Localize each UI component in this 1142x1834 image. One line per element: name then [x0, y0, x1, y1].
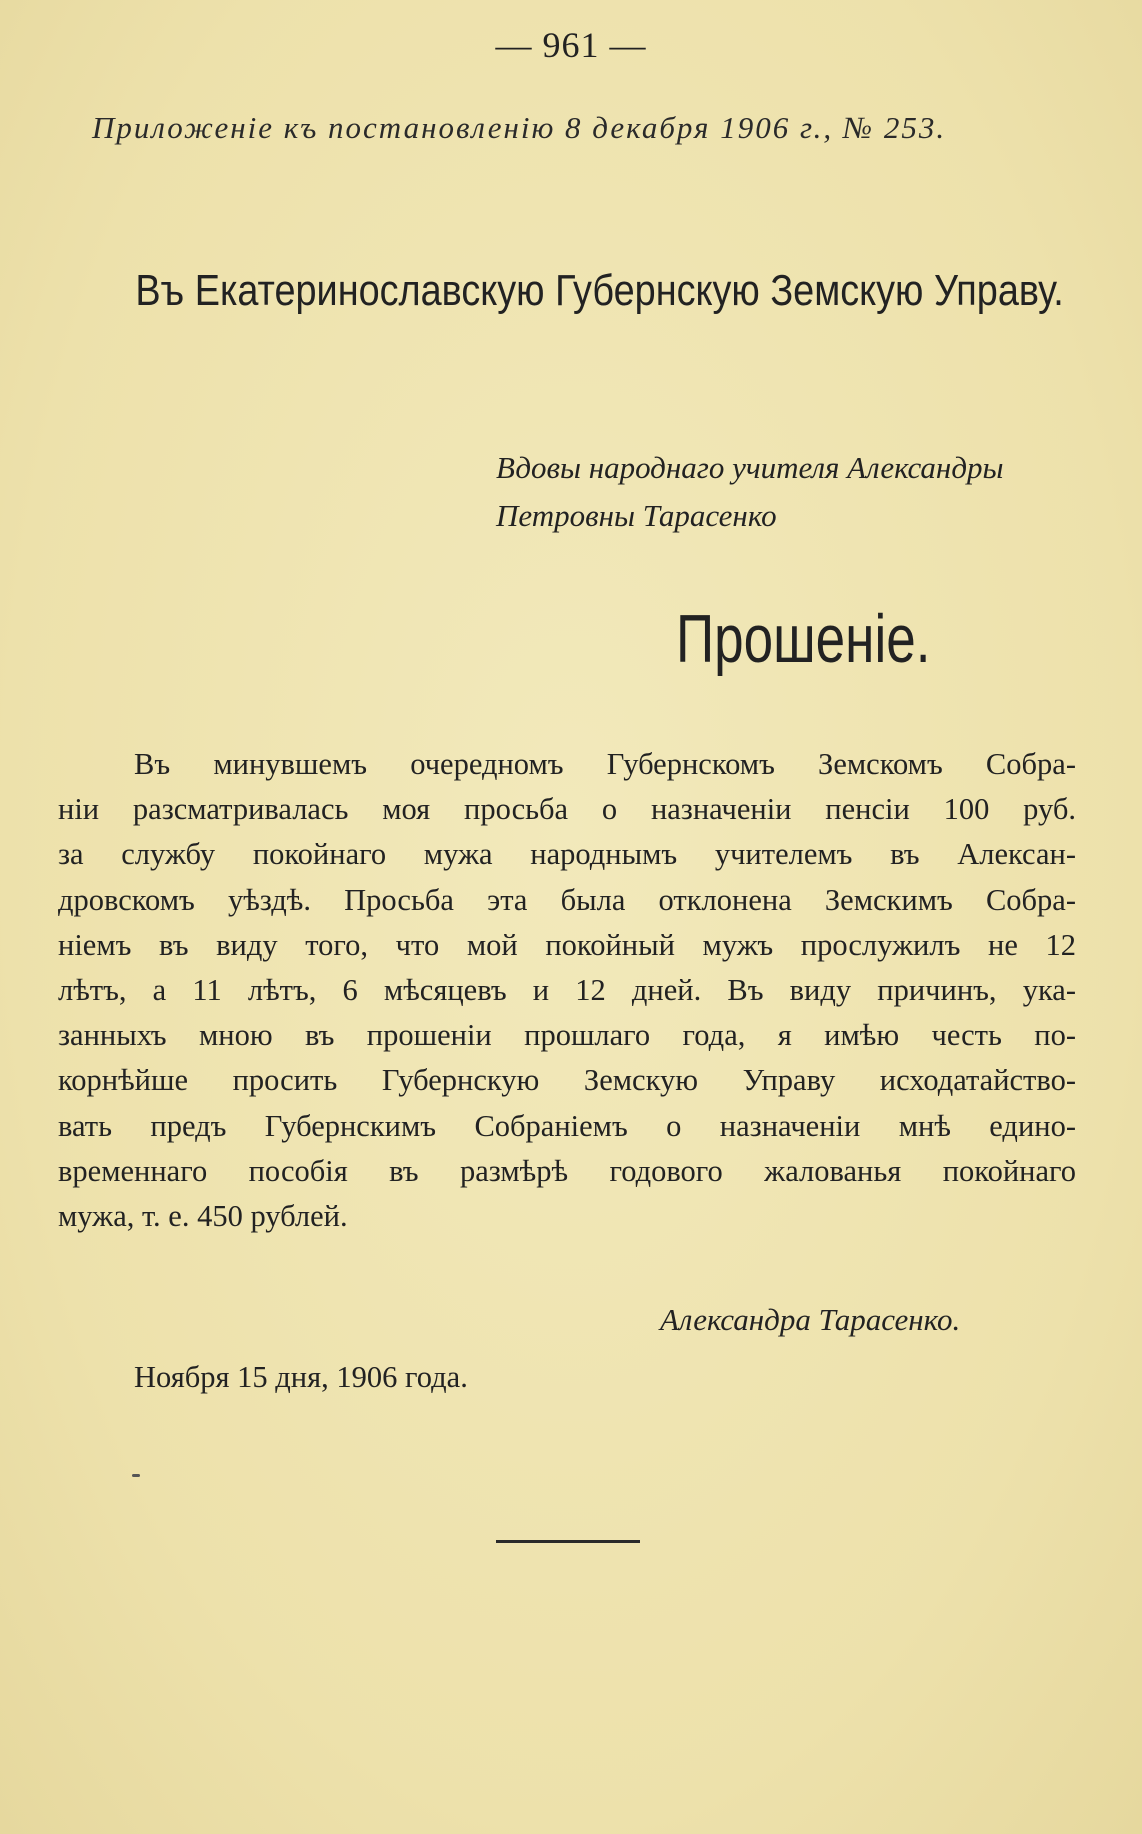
body-line: мужа, т. е. 450 рублей. — [58, 1198, 348, 1233]
ink-speck — [132, 1474, 140, 1477]
body-line: временнаго пособія въ размѣрѣ годового жалованья покойнаго — [58, 1153, 1076, 1188]
sender-line-1: Вдовы народнаго учителя Александры — [496, 450, 1004, 485]
body-line: Въ минувшемъ очередномъ Губернскомъ Земскомъ Собра- — [134, 747, 1076, 781]
body-line: дровскомъ уѣздѣ. Просьба эта была отклонена Земскимъ Собра- — [58, 882, 1076, 917]
body-line: лѣтъ, а 11 лѣтъ, 6 мѣсяцевъ и 12 дней. Въ виду причинъ, ука- — [58, 972, 1076, 1007]
body-line: вать предъ Губернскимъ Собраніемъ о назначеніи мнѣ едино- — [58, 1108, 1076, 1143]
petition-body — [58, 742, 1076, 1239]
end-rule-divider — [496, 1540, 640, 1543]
signature: Александра Тарасенко. — [660, 1302, 961, 1337]
body-line: за службу покойнаго мужа народнымъ учителемъ въ Алексан- — [58, 837, 1076, 872]
document-heading: Прошеніе. — [676, 601, 931, 677]
sender-line-2: Петровны Тарасенко — [496, 498, 777, 533]
date-line: Ноября 15 дня, 1906 года. — [134, 1360, 468, 1394]
addressee: Въ Екатеринославскую Губернскую Земскую Управу. — [135, 266, 1064, 315]
page-number: — 961 — — [495, 25, 647, 65]
appendix-note: Приложеніе къ постановленію 8 декабря 1906 г., № 253. — [92, 110, 947, 145]
body-line: ніемъ въ виду того, что мой покойный мужъ прослужилъ не 12 — [58, 927, 1076, 962]
body-line: занныхъ мною въ прошеніи прошлаго года, я имѣю честь по- — [58, 1018, 1076, 1053]
body-line: ніи разсматривалась моя просьба о назначеніи пенсіи 100 руб. — [58, 792, 1076, 827]
sender-block — [496, 444, 1004, 540]
body-line: корнѣйше просить Губернскую Земскую Управу исходатайство- — [58, 1063, 1076, 1098]
